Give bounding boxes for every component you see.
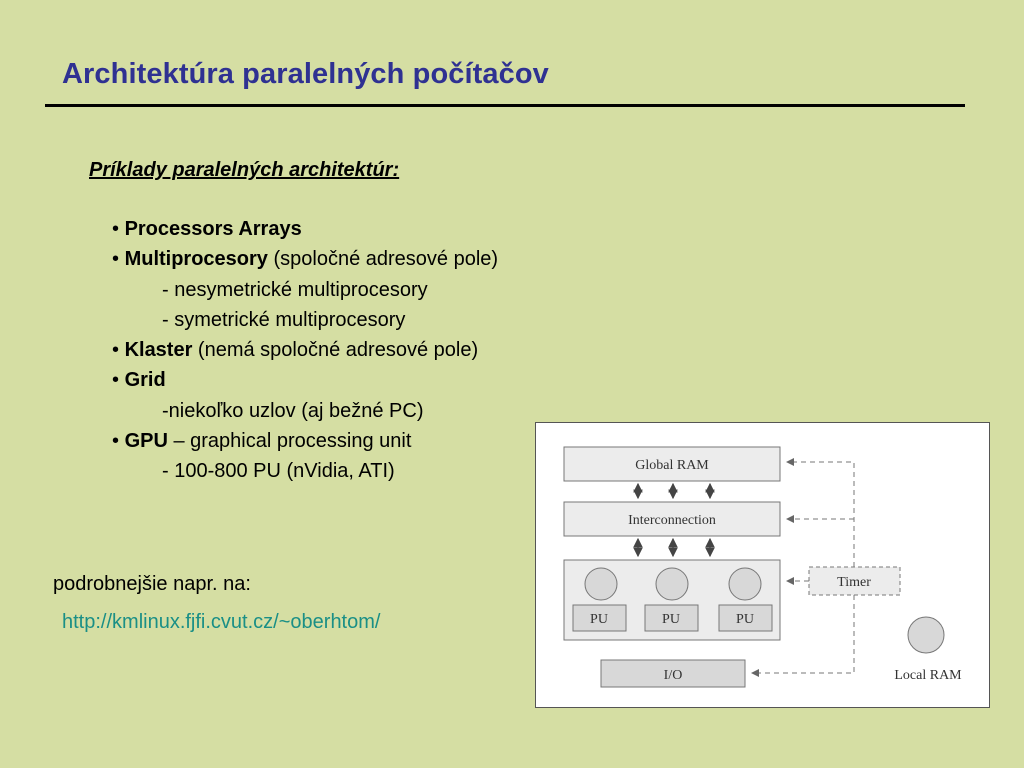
slide-title: Architektúra paralelných počítačov (62, 58, 549, 90)
list-item: • Grid (112, 369, 166, 392)
item-term: Multiprocesory (124, 248, 268, 271)
item-description: (nemá spoločné adresové pole) (192, 339, 479, 362)
more-info-label: podrobnejšie napr. na: (53, 573, 251, 595)
interconnect-pu-arrows (638, 539, 710, 556)
list-item: • Multiprocesory (spoločné adresové pole) (112, 248, 499, 271)
timer-label: Timer (837, 575, 871, 590)
local-ram-circle (908, 617, 944, 653)
bullet-list (112, 214, 498, 487)
global-ram-label: Global RAM (635, 458, 709, 473)
section-subtitle: Príklady paralelných architektúr: (89, 159, 400, 181)
pu-label: PU (662, 612, 680, 627)
list-item: • Processors Arrays (112, 218, 302, 240)
item-term: Grid (124, 369, 166, 392)
list-subitem: -niekoľko uzlov (aj bežné PC) (162, 399, 424, 422)
local-memory-circle (729, 568, 761, 600)
gpu-architecture-diagram (535, 422, 990, 708)
list-subitem: - symetrické multiprocesory (162, 308, 406, 331)
reference-link[interactable]: http://kmlinux.fjfi.cvut.cz/~oberhtom/ (62, 611, 381, 633)
local-memory-circle (656, 568, 688, 600)
ram-interconnect-arrows (638, 484, 710, 498)
pu-label: PU (736, 612, 754, 627)
item-term: Klaster (124, 339, 193, 362)
local-memory-circle (585, 568, 617, 600)
list-subitem: - nesymetrické multiprocesory (162, 278, 428, 301)
diagram-canvas (536, 423, 989, 707)
list-item: • Klaster (nemá spoločné adresové pole) (112, 339, 479, 362)
item-term: Processors Arrays (124, 218, 302, 240)
item-description: (spoločné adresové pole) (267, 248, 499, 271)
item-description: – graphical processing unit (167, 430, 412, 453)
pu-label: PU (590, 612, 608, 627)
local-ram-label: Local RAM (894, 668, 962, 683)
title-divider (45, 104, 965, 107)
io-label: I/O (663, 668, 683, 683)
item-term: GPU (124, 430, 168, 453)
list-item: • GPU – graphical processing unit (112, 430, 412, 453)
list-subitem: - 100-800 PU (nVidia, ATI) (162, 460, 395, 483)
interconnection-label: Interconnection (628, 513, 716, 528)
